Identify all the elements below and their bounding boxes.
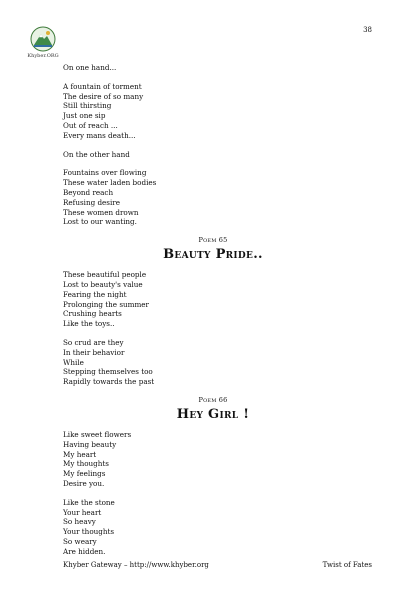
footer-right: Twist of Fates bbox=[322, 561, 372, 569]
stanza bbox=[63, 150, 363, 160]
poem-line: The desire of so many bbox=[63, 91, 144, 101]
poem-line: Lost to our wanting. bbox=[63, 217, 137, 227]
site-logo bbox=[26, 26, 60, 59]
poem-line: In their behavior bbox=[63, 347, 125, 357]
poem-line: Your heart bbox=[63, 507, 102, 517]
poem-line: Like the stone bbox=[63, 497, 115, 507]
poem-line: So crud are they bbox=[63, 337, 124, 347]
poem-line: Like the toys.. bbox=[63, 319, 115, 329]
poem-line: These beautiful people bbox=[63, 270, 147, 280]
poem-line: Having beauty bbox=[63, 439, 117, 449]
poem-line: So heavy bbox=[63, 517, 96, 527]
poem-line: Rapidly towards the past bbox=[63, 377, 155, 387]
logo-text: Khyber.ORG bbox=[27, 53, 59, 59]
poem-line: Just one sip bbox=[63, 111, 106, 121]
poem-line: Fountains over flowing bbox=[63, 168, 147, 178]
poem-line: Out of reach ... bbox=[63, 120, 118, 130]
poem-line: While bbox=[63, 357, 84, 367]
page-footer bbox=[63, 561, 372, 569]
poem-line: So weary bbox=[63, 536, 97, 546]
poem-line: These water laden bodies bbox=[63, 178, 157, 188]
poem-line: Beyond reach bbox=[63, 187, 114, 197]
poem-line: Fearing the night bbox=[63, 289, 127, 299]
poem-content bbox=[63, 63, 363, 565]
poem-line: On one hand... bbox=[63, 63, 117, 72]
poem-header bbox=[63, 236, 363, 262]
poem-line: On the other hand bbox=[63, 149, 130, 159]
poem-title: Hey Girl ! bbox=[176, 406, 250, 422]
poem-line: Desire you. bbox=[63, 478, 105, 488]
stanza bbox=[63, 82, 363, 141]
poem-line: My feelings bbox=[63, 469, 106, 479]
page-number: 38 bbox=[363, 26, 372, 34]
poem-line: Like sweet flowers bbox=[63, 429, 132, 439]
poem-line: Crushing hearts bbox=[63, 309, 122, 319]
poem-line: Are hidden. bbox=[63, 546, 106, 556]
poem-number: Poem 65 bbox=[198, 236, 228, 245]
stanza bbox=[63, 63, 363, 73]
footer-left: Khyber Gateway – http://www.khyber.org bbox=[63, 561, 209, 569]
poem-line: These women drown bbox=[63, 207, 139, 217]
poem-line: A fountain of torment bbox=[63, 81, 142, 91]
stanza bbox=[63, 168, 363, 227]
poem-line: Still thirsting bbox=[63, 101, 112, 111]
poem-line: Stepping themselves too bbox=[63, 367, 153, 377]
poem-line: Lost to beauty's value bbox=[63, 279, 143, 289]
stanza bbox=[63, 338, 363, 387]
poem-line: Prolonging the summer bbox=[63, 299, 149, 309]
poem-number: Poem 66 bbox=[198, 395, 228, 404]
poem-header bbox=[63, 396, 363, 422]
poem-line: Refusing desire bbox=[63, 197, 120, 207]
stanza bbox=[63, 430, 363, 489]
poem-line: Your thoughts bbox=[63, 527, 115, 537]
poem-line: My heart bbox=[63, 449, 97, 459]
poem-title: Beauty Pride.. bbox=[163, 247, 263, 263]
poem-line: Every mans death... bbox=[63, 130, 136, 140]
stanza bbox=[63, 498, 363, 557]
mountain-logo-icon bbox=[30, 26, 56, 52]
stanza bbox=[63, 270, 363, 329]
poem-line: My thoughts bbox=[63, 459, 109, 469]
